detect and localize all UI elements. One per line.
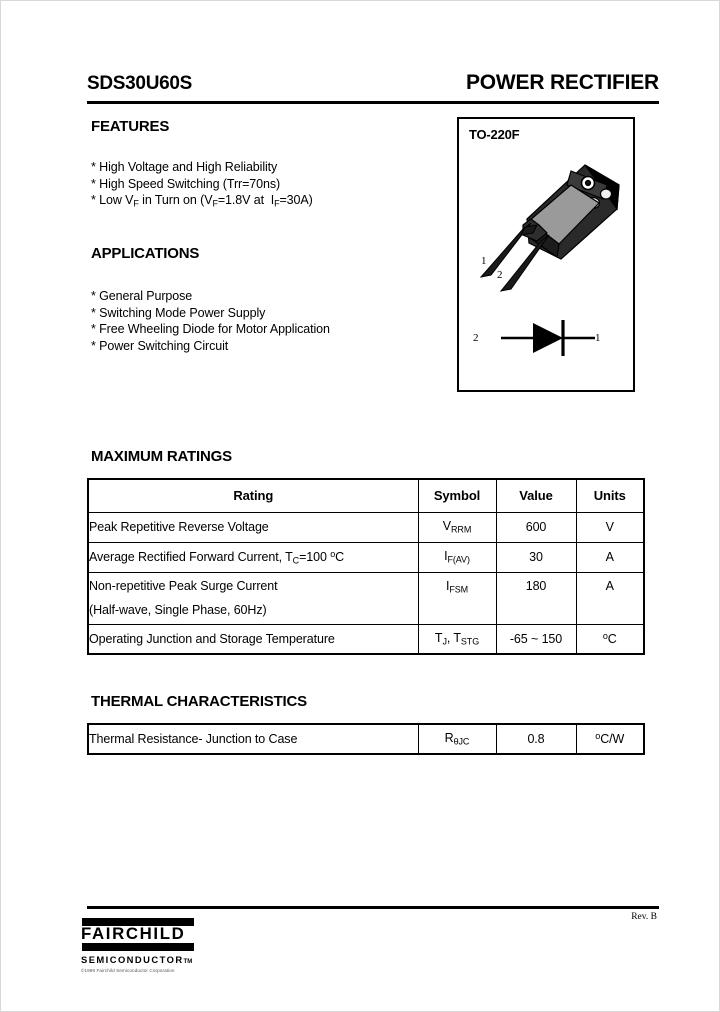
logo-wordmark: FAIRCHILD (81, 925, 186, 943)
features-list (91, 159, 313, 212)
table-row (88, 512, 644, 542)
cell-value: 0.8 (496, 724, 576, 754)
cell-rating-line1: Non-repetitive Peak Surge Current (89, 579, 278, 593)
thermal-characteristics-heading: THERMAL CHARACTERISTICS (91, 693, 307, 710)
page-content (63, 63, 659, 973)
table-header-row (88, 479, 644, 512)
revision-label: Rev. B (631, 912, 657, 922)
list-item: * High Speed Switching (Trr=70ns) (91, 176, 281, 191)
thermal-characteristics-table (87, 723, 645, 755)
part-number: SDS30U60S (87, 73, 193, 94)
footer-divider (87, 906, 659, 909)
cell-symbol: $I_{F(AV)}$ (418, 542, 496, 572)
cell-symbol: $T_J$, $T_{STG}$ (418, 624, 496, 654)
to-220f-package-drawing (467, 147, 629, 295)
column-header-units: Units (576, 479, 644, 512)
cell-value: 600 (496, 512, 576, 542)
list-item: * General Purpose (91, 289, 193, 303)
cell-value: 30 (496, 542, 576, 572)
table-row (88, 724, 644, 754)
package-diagram-box (457, 117, 635, 392)
list-item: * High Voltage and High Reliability (91, 160, 278, 174)
cell-rating: Average Rectified Forward Current, $T_C=100$ $^o$C (88, 542, 418, 572)
package-type-label: TO-220F (469, 127, 520, 142)
cell-symbol: $I_{FSM}$ (418, 572, 496, 624)
pin-1-label: 1 (481, 255, 487, 267)
copyright-notice: ©1996 Fairchild Semiconductor Corporation (81, 968, 175, 973)
maximum-ratings-table (87, 478, 645, 655)
cell-units: V (576, 512, 644, 542)
cell-value: 180 (496, 572, 576, 624)
features-heading: FEATURES (91, 118, 170, 135)
applications-heading: APPLICATIONS (91, 245, 200, 262)
cell-rating: Peak Repetitive Reverse Voltage (88, 512, 418, 542)
cell-value: -65 ~ 150 (496, 624, 576, 654)
table-row (88, 572, 644, 624)
list-item: * Free Wheeling Diode for Motor Application (91, 322, 330, 336)
cell-units: A (576, 572, 644, 624)
cell-rating (88, 572, 418, 624)
trademark-mark: TM (183, 959, 193, 965)
diode-anode-label: 2 (473, 332, 479, 344)
logo-bar-bottom (82, 943, 194, 951)
diode-cathode-label: 1 (595, 332, 601, 344)
logo-subwordmark: SEMICONDUCTORTM (81, 954, 193, 965)
column-header-symbol: Symbol (418, 479, 496, 512)
table-row (88, 624, 644, 654)
table-row (88, 542, 644, 572)
cell-symbol: $V_{RRM}$ (418, 512, 496, 542)
pin-2-label: 2 (497, 269, 503, 281)
cell-units: $^o$C (576, 624, 644, 654)
cell-rating: Thermal Resistance- Junction to Case (88, 724, 418, 754)
cell-rating: Operating Junction and Storage Temperature (88, 624, 418, 654)
page-title: POWER RECTIFIER (465, 71, 659, 94)
column-header-rating: Rating (88, 479, 418, 512)
fairchild-logo (81, 918, 211, 973)
maximum-ratings-heading: MAXIMUM RATINGS (91, 448, 232, 465)
applications-list (91, 288, 330, 354)
cell-rating-line2: (Half-wave, Single Phase, 60Hz) (89, 603, 267, 617)
cell-units: A (576, 542, 644, 572)
list-item: * Power Switching Circuit (91, 338, 229, 353)
column-header-value: Value (496, 479, 576, 512)
page-header (63, 63, 659, 101)
list-item: * Low $V_F$ in Turn on ($V_F=1.8V$ at $I_F=30A$) (91, 193, 313, 209)
cell-symbol: $R_{\theta JC}$ (418, 724, 496, 754)
cell-units: $^o$C/W (576, 724, 644, 754)
header-divider (87, 101, 659, 104)
list-item: * Switching Mode Power Supply (91, 305, 266, 320)
